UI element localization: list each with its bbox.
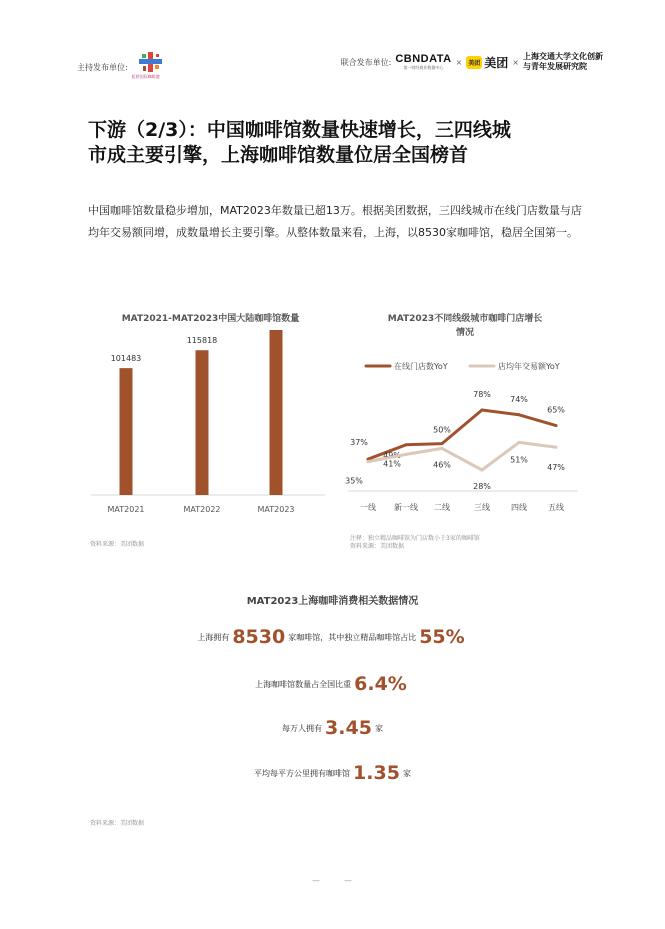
shanghai-stat-row-4 (0, 762, 665, 784)
logo-caption: 虹桥国际咖啡港 (131, 74, 160, 79)
line-point (441, 447, 444, 450)
line-point (518, 441, 521, 444)
page-title-line1: 下游（2/3）：中国咖啡馆数量快速增长，三四线城 (88, 119, 511, 141)
line-data-label: 46% (433, 460, 451, 470)
line-point (555, 424, 558, 427)
times-separator: × (512, 57, 519, 67)
host-publisher (77, 52, 166, 82)
stat1-pre: 上海拥有 (197, 633, 230, 642)
meituan-logo (466, 54, 508, 71)
line-chart-source: 资料来源：美团数据 (350, 543, 405, 550)
stat3-per-10k: 3.45 (325, 717, 372, 739)
line-chart-notes (350, 535, 480, 551)
line-data-label: 78% (473, 390, 491, 399)
meituan-wordmark: 美团 (484, 55, 509, 70)
shanghai-stat-row-2 (0, 673, 665, 695)
line-data-label: 50% (433, 425, 451, 435)
legend-label-online-stores: 在线门店数YoY (394, 362, 448, 371)
cbndata-logo (395, 53, 451, 71)
line-category-label: 二线 (434, 503, 450, 512)
joint-label: 联合发布单位: (340, 57, 392, 67)
line-point (518, 413, 521, 416)
line-category-label: 新一线 (394, 503, 418, 512)
times-separator: × (455, 57, 463, 67)
line-point (441, 442, 444, 445)
line-point (405, 453, 408, 456)
stat2-pre: 上海咖啡馆数量占全国比重 (255, 680, 352, 689)
stat4-pre: 平均每平方公里拥有咖啡馆 (254, 769, 351, 778)
line-data-label: 51% (510, 455, 528, 465)
line-category-label: 一线 (360, 503, 376, 512)
bar-chart-title: MAT2021-MAT2023中国大陆咖啡馆数量 (121, 314, 300, 324)
footer-dash-left: — (312, 876, 320, 885)
line-data-label: 47% (547, 463, 565, 473)
line-legend (366, 361, 560, 371)
line-data-label: 35% (345, 476, 363, 486)
line-point (481, 409, 484, 412)
shanghai-source: 资料来源：美团数据 (90, 820, 145, 827)
stat2-national-share: 6.4% (354, 673, 407, 695)
shanghai-stat-row-3 (0, 717, 665, 739)
bar-value-label: 115818 (186, 336, 218, 346)
bar-category-label: MAT2022 (183, 505, 221, 514)
sjtu-line2: 与青年发展研究院 (523, 62, 587, 71)
line-data-label: 74% (510, 394, 528, 404)
legend-label-avg-trade: 店均年交易额YoY (498, 362, 560, 371)
stat4-post: 家 (402, 769, 411, 778)
stat1-mid: 家咖啡馆，其中独立精品咖啡馆占比 (288, 633, 417, 642)
line-point (481, 469, 484, 472)
stat1-indie-share: 55% (419, 626, 465, 648)
cbndata-subtitle: 第一财经商业数据中心 (403, 65, 444, 70)
hongqiao-coffee-logo (131, 52, 166, 82)
line-category-label: 三线 (474, 503, 490, 512)
bar-mat2021 (120, 368, 133, 495)
line-data-label: 37% (350, 438, 368, 448)
stat1-cafe-count: 8530 (232, 626, 286, 648)
intro-paragraph: 中国咖啡馆数量稳步增加，MAT2023年数量已超13万。根据美团数据，三四线城市在线门店数量与店均年交易额同增，成数量增长主要引擎。从整体数量来看，上海，以8530家咖啡馆，稳居全国第一。 (88, 204, 582, 239)
bar-value-label: 101483 (110, 354, 142, 364)
line-chart-title-line1: MAT2023不同线级城市咖啡门店增长 (387, 314, 543, 324)
line-category-label: 四线 (511, 503, 527, 512)
line-data-label: 41% (383, 459, 401, 469)
line-point (555, 446, 558, 449)
sjtu-line1: 上海交通大学文化创新 (523, 52, 603, 61)
line-data-label: 65% (547, 405, 565, 415)
bar-category-label: MAT2023 (257, 505, 295, 514)
line-category-label: 五线 (548, 503, 564, 512)
bar-mat2023 (270, 330, 283, 495)
stat3-post: 家 (374, 724, 383, 733)
shanghai-section-title: MAT2023上海咖啡消费相关数据情况 (246, 596, 419, 607)
line-data-label: 49% (383, 450, 401, 460)
line-chart-title (345, 312, 585, 340)
bar-chart-source: 资料来源：美团数据 (90, 541, 145, 548)
stat4-per-km2: 1.35 (353, 762, 400, 784)
stat3-pre: 每万人拥有 (282, 724, 323, 733)
meituan-badge: 美团 (466, 56, 482, 69)
bar-chart (85, 330, 340, 530)
shanghai-stat-row-1 (0, 626, 665, 648)
line-point (405, 443, 408, 446)
line-chart-title-line2: 情况 (455, 328, 474, 338)
page-title-line2: 市成主要引擎，上海咖啡馆数量位居全国榜首 (88, 144, 469, 166)
host-label: 主持发布单位: (77, 62, 128, 72)
cbndata-wordmark: CBNDATA (395, 53, 452, 65)
sjtu-institute-name (523, 52, 603, 72)
bar-category-label: MAT2021 (107, 505, 145, 514)
page-title (88, 118, 588, 168)
joint-publishers (341, 52, 603, 72)
bar-mat2022 (196, 350, 209, 495)
footer-dash-right: — (344, 876, 352, 885)
line-chart (342, 355, 582, 520)
line-data-label: 28% (473, 482, 491, 491)
line-point (367, 460, 370, 463)
line-chart-note: 注释：独立精品咖啡馆为门店数小于3家的咖啡馆 (350, 535, 480, 542)
